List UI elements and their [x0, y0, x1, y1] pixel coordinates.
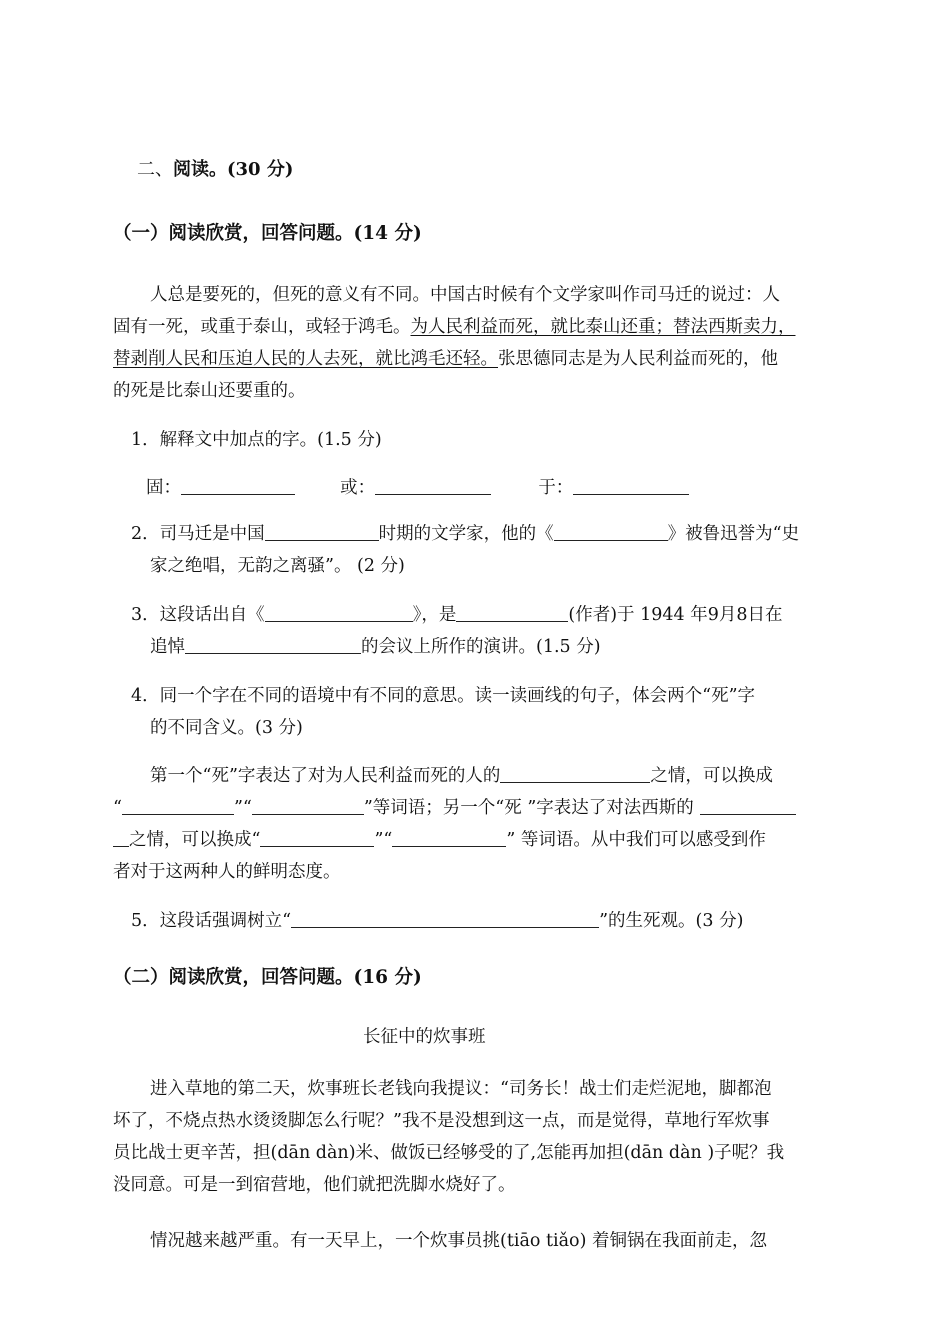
q3-text-e: 的会议上所作的演讲。(1.5 分) [361, 637, 601, 657]
passage2-line5: 情况越来越严重。有一天早上，一个炊事员挑(tiāo tiǎo) 着铜锅在我面前走，忽 [150, 1231, 767, 1251]
question-2 [131, 522, 799, 546]
q3-blank-source[interactable] [265, 603, 413, 622]
passage2-line4: 没同意。可是一到宿营地，他们就把洗脚水烧好了。 [113, 1175, 516, 1195]
q2-blank-book[interactable] [554, 522, 668, 541]
a4-blank-emotion-2-cont[interactable] [113, 828, 129, 847]
a4-text-3: ”等词语；另一个“死 ”字表达了对法西斯的 [363, 798, 694, 818]
a4-quote-mid: ”“ [233, 798, 252, 818]
section-heading [137, 158, 293, 182]
a4-quote-mid-2: ”“ [374, 830, 393, 850]
question-3 [131, 603, 782, 627]
passage1-line3 [113, 347, 778, 371]
passage1-line1-text: 人总是要死的，但死的意义有不同。中国古时候有个文学家叫作司马迁的说过：人 [150, 285, 780, 305]
answer-4-line3 [113, 828, 766, 852]
passage1-line2-plain: 固有一死，或重于泰山，或轻于鸿毛。 [113, 317, 411, 337]
q5-blank-view[interactable] [291, 909, 599, 928]
q2-text-c: 》被鲁迅誉为“史 [667, 524, 800, 544]
a4-blank-word-3[interactable] [260, 828, 374, 847]
a4-text-4: 之情，可以换成“ [129, 830, 261, 850]
q1-label-huo: 或： [340, 478, 376, 498]
a4-text-1: 第一个“死”字表达了对为人民利益而死的人的 [150, 766, 501, 786]
a4-text-5: ” 等词语。从中我们可以感受到作 [506, 830, 766, 850]
passage1-line1 [150, 283, 780, 307]
q1-label-gu: 固： [146, 478, 181, 498]
question-3-line2 [150, 635, 601, 659]
passage1-line3-plain: 张思德同志是为人民利益而死的，他 [498, 349, 778, 369]
question-4: 4．同一个字在不同的语境中有不同的意思。读一读画线的句子，体会两个“死”字 [131, 686, 756, 706]
passage1-line2 [113, 315, 796, 339]
answer-4-line2 [113, 796, 796, 820]
part2-heading: （二）阅读欣赏，回答问题。(16 分) [113, 967, 422, 988]
question-4-line2: 的不同含义。(3 分) [150, 718, 303, 738]
q5-text-b: ”的生死观。(3 分) [599, 911, 744, 931]
q2-text-b: 时期的文学家，他的《 [378, 524, 554, 544]
section-number: 二、 [137, 159, 173, 180]
question-1-answers [146, 476, 689, 500]
passage2-line1: 进入草地的第二天，炊事班长老钱向我提议：“司务长！战士们走烂泥地，脚都泡 [150, 1079, 772, 1099]
q3-blank-author[interactable] [456, 603, 568, 622]
passage1-line4: 的死是比泰山还要重的。 [113, 381, 306, 401]
q3-text-d: 追悼 [150, 637, 185, 657]
a4-blank-word-1[interactable] [122, 796, 234, 815]
a4-blank-word-2[interactable] [252, 796, 364, 815]
a4-blank-emotion-2[interactable] [700, 796, 796, 815]
answer-4-line1 [150, 764, 773, 788]
article-title: 长征中的炊事班 [363, 1027, 486, 1047]
passage2-line2: 坏了，不烧点热水烫烫脚怎么行呢？”我不是没想到这一点，而是觉得，草地行军炊事 [113, 1111, 770, 1131]
a4-quote-open: “ [113, 798, 122, 818]
q1-blank-gu[interactable] [181, 476, 295, 495]
q3-blank-person[interactable] [185, 635, 361, 654]
a4-blank-emotion-1[interactable] [500, 764, 650, 783]
answer-4-line4: 者对于这两种人的鲜明态度。 [113, 862, 341, 882]
a4-text-2: 之情，可以换成 [650, 766, 773, 786]
section-title: 阅读。(30 分) [173, 159, 294, 180]
question-5 [131, 909, 743, 933]
question-2-line2: 家之绝唱，无韵之离骚”。 (2 分) [150, 556, 405, 576]
passage1-underlined-1: 为人民利益而死，就比泰山还重；替法西斯卖力， [410, 317, 796, 337]
q5-text-a: 5．这段话强调树立“ [131, 911, 292, 931]
q3-text-a: 3．这段话出自《 [131, 605, 265, 625]
question-1: 1．解释文中加点的字。(1.5 分) [131, 430, 382, 450]
q2-text-a: 2．司马迁是中国 [131, 524, 265, 544]
a4-blank-word-4[interactable] [392, 828, 506, 847]
part1-heading: （一）阅读欣赏，回答问题。(14 分) [113, 223, 422, 244]
q2-blank-period[interactable] [265, 522, 379, 541]
q3-text-b: 》，是 [412, 605, 457, 625]
passage2-line3: 员比战士更辛苦，担(dān dàn)米、做饭已经够受的了,怎能再加担(dān dàn )子呢？我 [113, 1143, 785, 1163]
passage1-underlined-2: 替剥削人民和压迫人民的人去死，就比鸿毛还轻。 [113, 349, 498, 369]
q3-text-c: (作者)于 1944 年9月8日在 [568, 605, 783, 625]
q1-label-yu: 于： [538, 478, 574, 498]
q1-blank-yu[interactable] [573, 476, 689, 495]
q1-blank-huo[interactable] [375, 476, 491, 495]
